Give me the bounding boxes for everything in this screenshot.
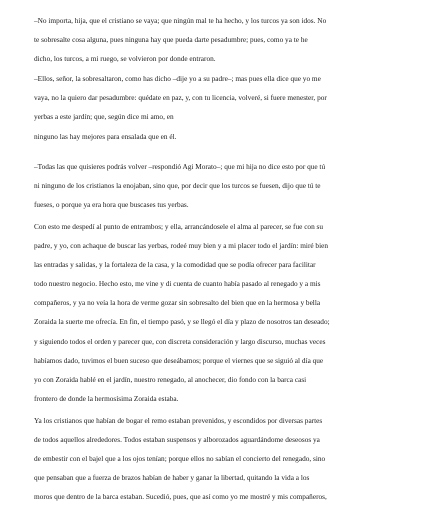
text-line: te sobresalte cosa alguna, pues ninguna hay que pueda darte pesadumbre; pues, como ya te he bbox=[34, 35, 308, 45]
paragraph-gap bbox=[34, 146, 409, 157]
text-line: Con esto me despedí al punto de entrambos; y ella, arrancándosele el alma al parecer, se fue con su bbox=[34, 221, 324, 231]
text-line: –Todas las que quisieres podrás volver –respondió Agi Morato–; que mi hija no dice esto por que tú bbox=[34, 161, 326, 171]
text-line: vaya, no la quiero dar pesadumbre: quédate en paz, y, con tu licencia, volveré, si fuere menester, por bbox=[34, 93, 327, 103]
paragraph-1 bbox=[34, 11, 409, 68]
paragraph-3 bbox=[34, 157, 409, 214]
text-line: y siguiendo todos el orden y parecer que, con discreta consideración y largo discurso, muchas veces bbox=[34, 336, 326, 346]
text-line: Ya los cristianos que habían de bogar el remo estaban prevenidos, y escondidos por diversas partes bbox=[34, 415, 323, 425]
text-line: todo nuestro negocio. Hecho esto, me vine y di cuenta de cuanto había pasado al renegado y a mis bbox=[34, 279, 321, 289]
text-line: de todos aquellos alrededores. Todos estaban suspensos y alborozados aguardándome deseosos ya bbox=[34, 434, 320, 444]
text-line: las entradas y salidas, y la fortaleza de la casa, y la comodidad que se podía ofrecer para facilitar bbox=[34, 260, 316, 270]
paragraph-5 bbox=[34, 411, 409, 506]
text-line: de embestir con el bajel que a los ojos tenían; porque ellos no sabían el concierto del renegado, sino bbox=[34, 454, 326, 464]
text-line: compañeros, y ya no veía la hora de verme gozar sin sobresalto del bien que en la hermosa y bella bbox=[34, 298, 321, 308]
paragraph-2 bbox=[34, 69, 409, 145]
text-line: yo con Zoraida hablé en el jardín, nuestro renegado, al anochecer, dio fondo con la barca casi bbox=[34, 374, 307, 384]
text-line: habíamos dado, tuvimos el buen suceso que deseábamos; porque el viernes que se siguió al día que bbox=[34, 355, 324, 365]
text-line: yerbas a este jardín; que, según dice mi amo, en bbox=[34, 112, 174, 122]
text-line: –Ellos, señor, la sobresaltaron, como has dicho –dije yo a su padre–; mas pues ella dice que yo me bbox=[34, 74, 321, 84]
text-line: dicho, los turcos, a mi ruego, se volvieron por donde entraron. bbox=[34, 54, 216, 64]
text-line: moros que dentro de la barca estaban. Sucedió, pues, que así como yo me mostré y mis compañeros, bbox=[34, 492, 327, 502]
paragraph-4 bbox=[34, 217, 409, 408]
text-line: que pensaban que a fuerza de brazos habían de haber y ganar la libertad, quitando la vida a los bbox=[34, 473, 310, 483]
text-line: fueses, o porque ya era hora que buscases tus yerbas. bbox=[34, 199, 189, 209]
text-line: frontero de donde la hermosísima Zoraida estaba. bbox=[34, 393, 179, 403]
text-line: ni ninguno de los cristianos la enojaban, sino que, por decir que los turcos se fuesen, dijo que tú te bbox=[34, 180, 321, 190]
text-line: ninguno las hay mejores para ensalada que en él. bbox=[34, 131, 177, 141]
text-line: –No importa, hija, que el cristiano se vaya; que ningún mal te ha hecho, y los turcos ya son idos. No bbox=[34, 16, 327, 25]
text-line: padre, y yo, con achaque de buscar las yerbas, rodeé muy bien y a mi placer todo el jardín: miré bien bbox=[34, 241, 328, 251]
text-line: Zoraida la suerte me ofrecía. En fin, el tiempo pasó, y se llegó el día y plazo de nosotros tan deseado; bbox=[34, 317, 330, 327]
